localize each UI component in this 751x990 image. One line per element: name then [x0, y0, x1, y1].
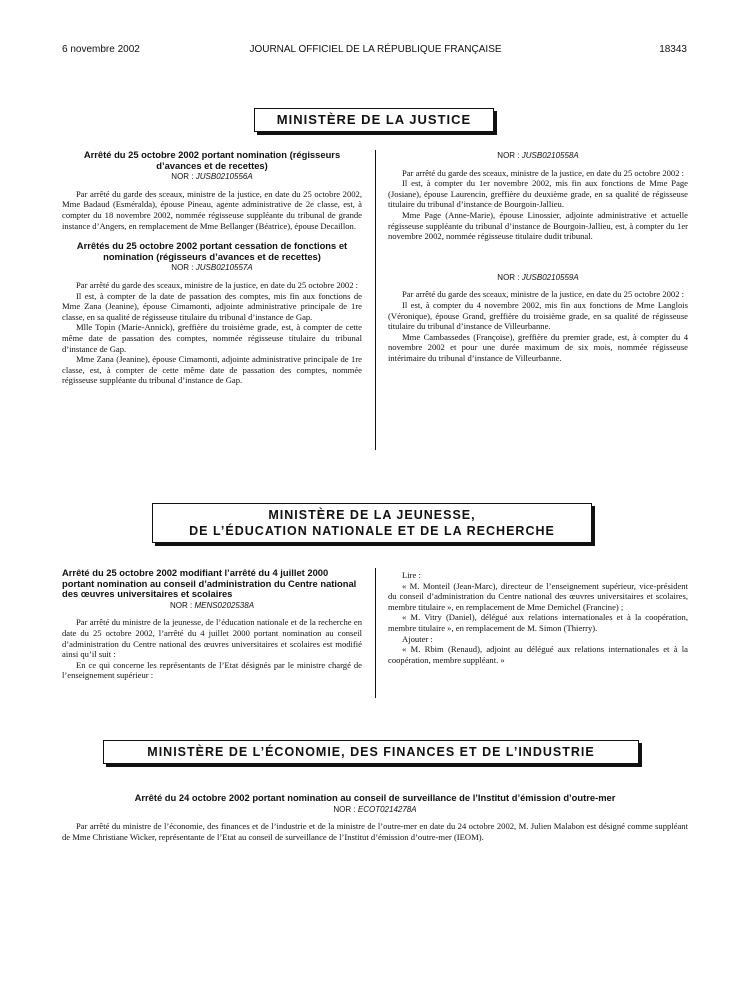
- ministry-jeunesse-heading: [152, 503, 592, 543]
- economie-article: [62, 793, 688, 842]
- ministry-justice-heading: [254, 108, 494, 132]
- paragraph: Mme Zana (Jeanine), épouse Cimamonti, adjointe administrative principale de 1re classe, est, à compter de cette même date de passation des comptes, nommée régisseuse suppléante du tribunal d’instance de Gap.: [62, 354, 362, 386]
- journal-title: JOURNAL OFFICIEL DE LA RÉPUBLIQUE FRANÇAISE: [249, 44, 502, 55]
- paragraph: Par arrêté du ministre de l’économie, des finances et de l’industrie et de la ministre de l’outre-mer en date du 24 octobre 2002, M. Julien Malabon est désigné comme suppléant de Mme Christiane Wicker, représentante de l’Etat au conseil de surveillance de l’Institut d’émission d’outre-mer (IEOM).: [62, 821, 688, 842]
- justice-left-column: [62, 150, 362, 386]
- ministry-justice-title: MINISTÈRE DE LA JUSTICE: [276, 112, 472, 127]
- jeunesse-left-column: [62, 568, 362, 681]
- paragraph: Mlle Topin (Marie-Annick), greffière du troisième grade, est, à compter de cette même date de passation des comptes, nommée régisseuse titulaire du tribunal d’instance de Gap.: [62, 322, 362, 354]
- article-title: Arrêté du 24 octobre 2002 portant nomination au conseil de surveillance de l’Institut d’émission d’outre-mer: [134, 792, 616, 803]
- article-title: Arrêté du 25 octobre 2002 portant nomination (régisseurs d’avances et de recettes): [83, 149, 341, 171]
- nor-reference: NOR : MENS0202538A: [169, 600, 255, 610]
- nor-reference: NOR : JUSB0210559A: [497, 272, 579, 282]
- paragraph: En ce qui concerne les représentants de l’Etat désignés par le ministre chargé de l’enseignement supérieur :: [62, 659, 362, 681]
- page-number: 18343: [659, 44, 687, 55]
- paragraph: Il est, à compter de la date de passation des comptes, mis fin aux fonctions de Mme Zana (Jeanine), épouse Cimamonti, adjointe administrative principale de 1re classe, en sa qualité de régisseuse titulaire du tribunal d’instance de Gap.: [62, 290, 362, 322]
- nor-reference: NOR : JUSB0210556A: [171, 172, 253, 182]
- ministry-economie-title: MINISTÈRE DE L’ÉCONOMIE, DES FINANCES ET DE L’INDUSTRIE: [147, 745, 595, 759]
- paragraph: Par arrêté du garde des sceaux, ministre de la justice, en date du 25 octobre 2002, Mme Badaud (Esméralda), épouse Pineau, agente administrative de 2e classe, est, à compter du 18 novembre 2002, nommée régisseuse suppléante du tribunal de grande instance d’Angers, en remplacement de Mme Bellanger (Béatrice), épouse Decaillon.: [62, 188, 362, 231]
- nor-reference: NOR : JUSB0210557A: [171, 263, 253, 273]
- paragraph: Par arrêté du garde des sceaux, ministre de la justice, en date du 25 octobre 2002 :: [402, 289, 685, 300]
- paragraph: Par arrêté du ministre de la jeunesse, de l’éducation nationale et de la recherche en date du 25 octobre 2002, l’arrêté du 4 juillet 2000 portant nomination au conseil d’administration du Centre national des œuvres universitaires et scolaires est modifié ainsi qu’il suit :: [62, 617, 362, 660]
- paragraph: « M. Rbim (Renaud), adjoint au délégué aux relations internationales et à la coopération, membre suppléant. »: [388, 644, 688, 665]
- justice-right-column: [388, 150, 688, 364]
- paragraph: « M. Monteil (Jean-Marc), directeur de l’enseignement supérieur, vice-président du conseil d’administration du Centre national des œuvres universitaires et scolaires, membre titulaire », en remplacement de Mme Demichel (Francine) ;: [388, 580, 688, 612]
- paragraph: « M. Vitry (Daniel), délégué aux relations internationales et à la coopération, membre titulaire », en remplacement de M. Simon (Thierry).: [388, 612, 688, 633]
- page-date: 6 novembre 2002: [62, 44, 140, 55]
- nor-reference: NOR : JUSB0210558A: [497, 151, 579, 160]
- paragraph: Mme Cambassedes (Françoise), greffière du premier grade, est, à compter du 4 novembre 2002 et pour une durée maximum de six mois, nommée régisseuse intérimaire du tribunal d’instance de Villeurbanne.: [388, 331, 688, 363]
- column-divider: [375, 150, 376, 450]
- nor-reference: NOR : ECOT0214278A: [333, 804, 417, 814]
- paragraph: Par arrêté du garde des sceaux, ministre de la justice, en date du 25 octobre 2002 :: [402, 167, 685, 178]
- jeunesse-right-column: [388, 570, 688, 665]
- paragraph: Il est, à compter du 4 novembre 2002, mis fin aux fonctions de Mme Langlois (Véronique), épouse Grand, greffière du troisième grade, en sa qualité de régisseuse titulaire du tribunal d’instance de Villeurbanne.: [388, 299, 688, 332]
- paragraph: Lire :: [402, 570, 421, 580]
- ministry-economie-heading: [103, 740, 639, 764]
- article-title: Arrêté du 25 octobre 2002 modifiant l’arrêté du 4 juillet 2000 portant nomination au conseil d’administration du Centre national des œuvres universitaires et scolaires: [62, 567, 357, 600]
- ministry-jeunesse-title-line2: DE L’ÉDUCATION NATIONALE ET DE LA RECHERCHE: [189, 524, 555, 538]
- column-divider: [375, 568, 376, 698]
- article-title: Arrêtés du 25 octobre 2002 portant cessation de fonctions et nomination (régisseurs d’avances et de recettes): [76, 240, 348, 262]
- paragraph: Par arrêté du garde des sceaux, ministre de la justice, en date du 25 octobre 2002 :: [76, 279, 359, 290]
- paragraph: Ajouter :: [402, 633, 433, 644]
- ministry-jeunesse-title-line1: MINISTÈRE DE LA JEUNESSE,: [268, 508, 476, 522]
- paragraph: Il est, à compter du 1er novembre 2002, mis fin aux fonctions de Mme Page (Josiane), épouse Laurencin, greffière du deuxième grade, en sa qualité de régisseuse titulaire du tribunal d’instance de Bourgoin-Jallieu.: [388, 178, 688, 210]
- paragraph: Mme Page (Anne-Marie), épouse Linossier, adjointe administrative et actuelle régisseuse suppléante du tribunal d’instance de Bourgoin-Jallieu, est, à compter du 1er novembre 2002, nommée régisseuse titulaire dudit tribunal.: [388, 209, 688, 242]
